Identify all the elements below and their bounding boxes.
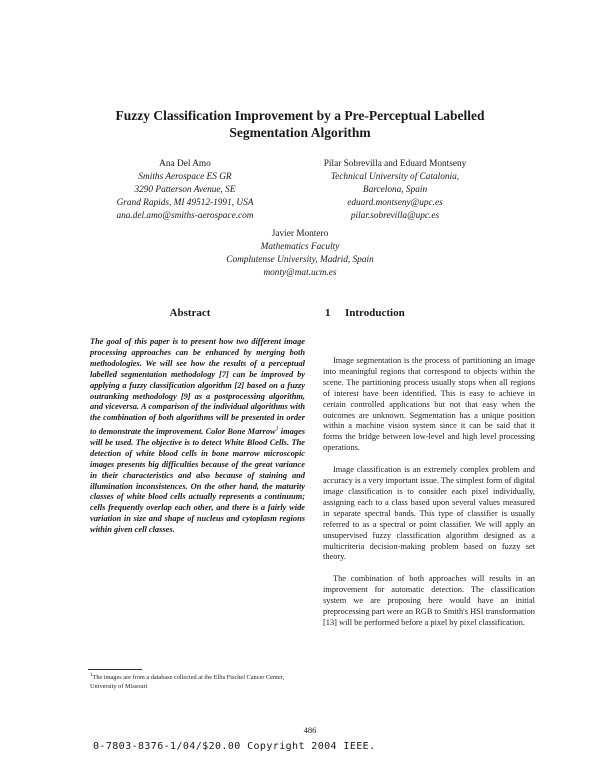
intro-paragraph: Image classification is an extremely complex problem and accuracy is a very important issue. The simplest form of digital image classification is to consider each pixel individually, assigning each to a class based upon several values measured in separate spectral bands. This type of classifier is usually referred to as a spectral or point classifier. We will apply an unsupervised fuzzy classification algorithm designed as a multicriteria decision-making problem based on fuzzy set theory. (323, 465, 535, 562)
footnote (90, 672, 308, 691)
title-line-2: Segmentation Algorithm (229, 125, 371, 140)
footnote-rule (88, 669, 142, 670)
copyright-line: 0-7803-8376-1/04/$20.00 Copyright 2004 IEEE. (93, 741, 376, 752)
author-name: Pilar Sobrevilla and Eduard Montseny (323, 159, 467, 169)
author-affiliation: Smiths Aerospace ES GR (138, 172, 232, 182)
author-address: Grand Rapids, MI 49512-1991, USA (116, 198, 254, 208)
footnote-marker: 1 (275, 426, 279, 433)
author-block-3 (200, 228, 400, 280)
paper-title (60, 107, 540, 141)
author-email: pilar.sobrevilla@upc.es (350, 211, 440, 221)
author-email: eduard.montseny@upc.es (347, 198, 443, 208)
page-number: 486 (303, 725, 317, 735)
intro-paragraph: The combination of both approaches will results in an improvement for automatic detection. The classification system we are proposing here would have an initial preprocessing part were an RGB to Smith's HSI transformation [13] will be performed before a pixel by pixel classification. (323, 574, 535, 627)
section-title: Introduction (345, 307, 405, 319)
author-block-2 (290, 158, 500, 223)
introduction-body (323, 356, 535, 640)
author-name: Ana Del Amo (159, 159, 211, 169)
author-address: 3290 Patterson Avenue, SE (134, 185, 236, 195)
author-address: Complutense University, Madrid, Spain (226, 255, 374, 265)
abstract-text: images will be used. The objective is to detect White Blood Cells. The detection of white blood cells in bone marrow microscopic images presents big difficulties because of the great variance in their characteristics and also because of staining and illumination inconsistences. On the other hand, the maturity classes of white blood cells actually represents a continuum; cells frequently overlap each other, and there is a fairly wide variation in size and shape of nucleus and cytoplasm regions within given cell classes. (90, 427, 305, 535)
author-name: Javier Montero (271, 229, 329, 239)
footnote-number: 1 (90, 673, 93, 678)
author-affiliation: Mathematics Faculty (260, 242, 340, 252)
abstract-heading: Abstract (169, 307, 211, 319)
abstract-text: The goal of this paper is to present how two different image processing approaches can be enhanced by merging both methodologies. We will see how the results of a perceptual labelled segmentation methodology [7] can be improved by applying a fuzzy classification algorithm [2] based on a fuzzy outranking methodology [9] as a postprocessing algorithm, and viceversa. A comparison of the individual algorithms with the combination of both algorithms will be presented in order to demonstrate the improvement. Color Bone Marrow (90, 337, 305, 437)
footnote-text: The images are from a database collected at the Ellis Fischel Cancer Center, University of Missouri (90, 674, 285, 690)
intro-paragraph: Image segmentation is the process of partitioning an image into meaningful regions that correspond to objects within the scene. The partitioning process usually stops when all regions of interest have been identified. This is easy to achieve in certain controlled applications but not that easy when the outcomes are unknown. Segmentation has a unique position within a machine vision system since it can be said that it forms the bridge between low-level and high level processing operations. (323, 356, 535, 453)
title-line-1: Fuzzy Classification Improvement by a Pre-Perceptual Labelled (115, 108, 485, 123)
author-email: monty@mat.ucm.es (263, 268, 337, 278)
author-affiliation: Technical University of Catalonia, (330, 172, 460, 182)
author-block-1 (100, 158, 270, 223)
author-email: ana.del.amo@smiths-aerospace.com (116, 211, 254, 221)
introduction-heading (325, 307, 405, 319)
section-number: 1 (325, 307, 331, 319)
abstract-body (90, 337, 305, 536)
author-address: Barcelona, Spain (362, 185, 428, 195)
